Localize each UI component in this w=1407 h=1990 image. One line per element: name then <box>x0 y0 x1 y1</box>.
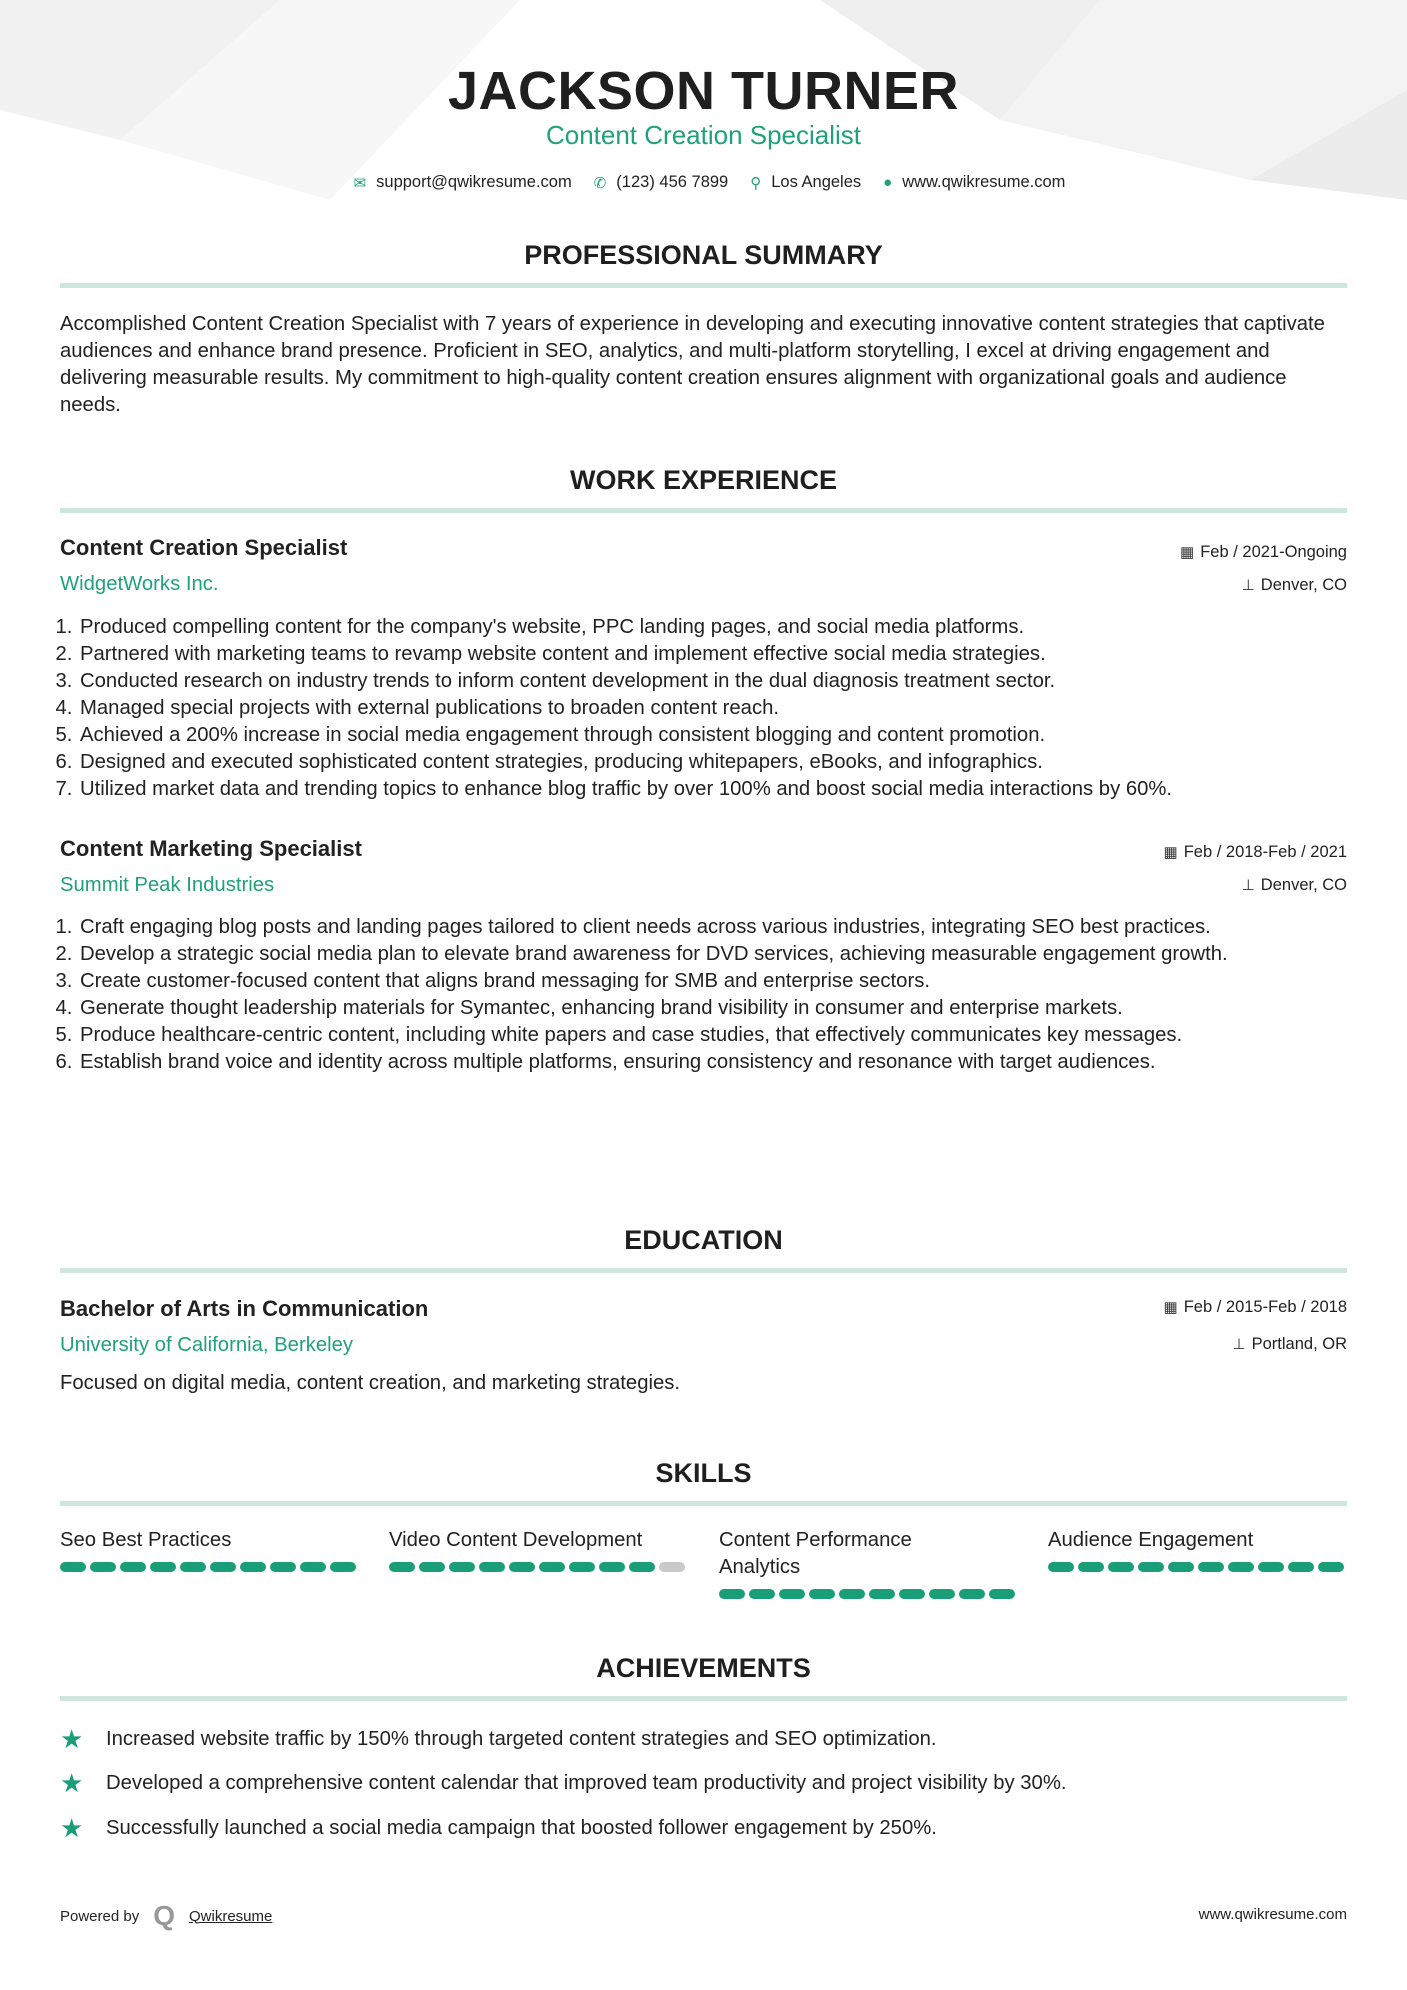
education-location-text: Portland, OR <box>1251 1335 1347 1353</box>
job-location-text: Denver, CO <box>1260 576 1347 594</box>
section-divider <box>60 283 1347 288</box>
job-dates <box>1164 843 1347 862</box>
list-item: 1. Craft engaging blog posts and landing pages tailored to client needs across various industries, integrating SEO best practices. <box>78 914 1345 941</box>
skill-level-dot <box>1138 1562 1164 1572</box>
achievement-item <box>60 1768 1067 1799</box>
job-bullets <box>60 614 1350 803</box>
skill-level-dot <box>1168 1562 1194 1572</box>
degree-title: Bachelor of Arts in Communication <box>60 1296 429 1321</box>
section-heading-skills: SKILLS <box>655 1458 752 1488</box>
skill-name: Content Performance Analytics <box>719 1529 912 1578</box>
section-divider <box>60 1268 1347 1273</box>
skill-level-dot <box>150 1562 176 1572</box>
candidate-name: JACKSON TURNER <box>447 61 960 121</box>
list-item: 7. Utilized market data and trending topics to enhance blog traffic by over 100% and boost social media interactions by 60%. <box>78 776 1350 803</box>
skill-name: Audience Engagement <box>1048 1529 1254 1551</box>
list-item: 6. Designed and executed sophisticated content strategies, producing whitepapers, eBooks, and infographics. <box>78 749 1350 776</box>
education-description: Focused on digital media, content creation, and marketing strategies. <box>60 1372 681 1394</box>
education-location <box>1233 1335 1347 1354</box>
skill-level-dot <box>419 1562 445 1572</box>
list-item: 2. Partnered with marketing teams to revamp website content and implement effective social media strategies. <box>78 641 1350 668</box>
skill-level-dot <box>330 1562 356 1572</box>
job-location <box>1242 876 1347 895</box>
skill-item <box>60 1527 360 1572</box>
list-item: 4. Managed special projects with external publications to broaden content reach. <box>78 695 1350 722</box>
brand-link[interactable]: Qwikresume <box>189 1907 273 1925</box>
section-divider <box>60 1501 1347 1506</box>
skill-level-dot <box>869 1589 895 1599</box>
achievement-text: Successfully launched a social media campaign that boosted follower engagement by 250%. <box>106 1817 937 1839</box>
footer-website[interactable]: www.qwikresume.com <box>1198 1906 1347 1923</box>
job-company: WidgetWorks Inc. <box>60 573 219 595</box>
skill-level-dot <box>719 1589 745 1599</box>
achievement-text: Increased website traffic by 150% through targeted content strategies and SEO optimization. <box>106 1728 937 1750</box>
job-bullets <box>60 914 1345 1076</box>
list-item: 5. Achieved a 200% increase in social media engagement through consistent blogging and content promotion. <box>78 722 1350 749</box>
section-heading-education: EDUCATION <box>624 1225 783 1255</box>
calendar-icon: ▦ <box>1163 1299 1178 1316</box>
section-divider <box>60 1696 1347 1701</box>
skill-level-bar <box>60 1562 360 1572</box>
skill-level-dot <box>1108 1562 1134 1572</box>
skill-level-dot <box>1258 1562 1284 1572</box>
skill-level-dot <box>479 1562 505 1572</box>
calendar-icon: ▦ <box>1163 844 1178 861</box>
skill-level-dot <box>90 1562 116 1572</box>
skill-level-dot <box>389 1562 415 1572</box>
list-item: 5. Produce healthcare-centric content, including white papers and case studies, that effectively communicates key messages. <box>78 1022 1345 1049</box>
pushpin-icon: ⊥ <box>1241 877 1255 894</box>
list-item: 6. Establish brand voice and identity across multiple platforms, ensuring consistency and resonance with target audiences. <box>78 1049 1345 1076</box>
list-item: 1. Produced compelling content for the company's website, PPC landing pages, and social media platforms. <box>78 614 1350 641</box>
skill-level-dot <box>1318 1562 1344 1572</box>
section-heading-achievements: ACHIEVEMENTS <box>596 1653 811 1683</box>
skill-level-bar <box>1048 1562 1348 1572</box>
school-name: University of California, Berkeley <box>60 1334 354 1356</box>
footer-powered <box>60 1900 272 1932</box>
education-dates <box>1164 1298 1347 1317</box>
star-badge-icon: ★ <box>60 1768 84 1798</box>
skill-level-dot <box>989 1589 1015 1599</box>
section-heading-experience: WORK EXPERIENCE <box>569 465 838 495</box>
skill-item <box>719 1527 1019 1599</box>
achievement-item <box>60 1813 937 1844</box>
contact-website[interactable]: www.qwikresume.com <box>902 173 1066 191</box>
skill-level-dot <box>60 1562 86 1572</box>
contact-bar <box>0 173 1407 192</box>
skill-level-dot <box>180 1562 206 1572</box>
contact-email[interactable]: support@qwikresume.com <box>376 173 572 191</box>
skill-level-dot <box>1198 1562 1224 1572</box>
skill-level-dot <box>899 1589 925 1599</box>
calendar-icon: ▦ <box>1180 544 1195 561</box>
skill-item <box>1048 1527 1348 1572</box>
skill-level-dot <box>120 1562 146 1572</box>
star-badge-icon: ★ <box>60 1724 84 1754</box>
skill-level-dot <box>1078 1562 1104 1572</box>
skill-level-dot <box>569 1562 595 1572</box>
skill-level-dot <box>659 1562 685 1572</box>
skill-level-dot <box>779 1589 805 1599</box>
skill-level-dot <box>839 1589 865 1599</box>
summary-text: Accomplished Content Creation Specialist with 7 years of experience in developing and executing innovative content strategies that captivate audiences and enhance brand presence. Proficient in SEO, analytics, and multi-platform storytelling, I excel at driving engagement and delivering measurable results. My commitment to high-quality content creation ensures alignment with organizational goals and audience needs. <box>60 313 1325 416</box>
job-location-text: Denver, CO <box>1260 876 1347 894</box>
skill-level-dot <box>240 1562 266 1572</box>
skill-level-dot <box>929 1589 955 1599</box>
skill-level-dot <box>1288 1562 1314 1572</box>
qwikresume-logo-icon: Q <box>153 1900 175 1931</box>
candidate-title: Content Creation Specialist <box>545 120 862 150</box>
pushpin-icon: ⊥ <box>1241 577 1255 594</box>
skill-level-dot <box>509 1562 535 1572</box>
job-title: Content Marketing Specialist <box>60 836 362 861</box>
skill-level-dot <box>809 1589 835 1599</box>
job-dates-text: Feb / 2018-Feb / 2021 <box>1183 843 1347 861</box>
job-company: Summit Peak Industries <box>60 874 275 896</box>
job-title: Content Creation Specialist <box>60 535 348 560</box>
skill-level-bar <box>389 1562 689 1572</box>
pushpin-icon: ⊥ <box>1232 1336 1246 1353</box>
skill-level-bar <box>719 1589 1019 1599</box>
job-dates <box>1180 543 1347 562</box>
skill-level-dot <box>210 1562 236 1572</box>
skill-level-dot <box>449 1562 475 1572</box>
list-item: 2. Develop a strategic social media plan to elevate brand awareness for DVD services, achieving measurable engagement growth. <box>78 941 1345 968</box>
skill-level-dot <box>749 1589 775 1599</box>
skill-name: Seo Best Practices <box>60 1529 232 1551</box>
education-dates-text: Feb / 2015-Feb / 2018 <box>1183 1298 1347 1316</box>
skill-level-dot <box>1228 1562 1254 1572</box>
skill-name: Video Content Development <box>389 1529 643 1551</box>
achievement-text: Developed a comprehensive content calendar that improved team productivity and project visibility by 30%. <box>106 1772 1067 1794</box>
list-item: 3. Create customer-focused content that aligns brand messaging for SMB and enterprise sectors. <box>78 968 1345 995</box>
map-pin-icon: ⚲ <box>750 174 762 192</box>
skill-level-dot <box>270 1562 296 1572</box>
skill-level-dot <box>599 1562 625 1572</box>
section-heading-summary: PROFESSIONAL SUMMARY <box>524 240 883 270</box>
contact-location: Los Angeles <box>771 173 862 191</box>
section-divider <box>60 508 1347 513</box>
achievement-item <box>60 1724 937 1755</box>
envelope-icon: ✉ <box>353 174 367 192</box>
skill-level-dot <box>1048 1562 1074 1572</box>
skill-level-dot <box>539 1562 565 1572</box>
globe-icon: ● <box>883 174 893 191</box>
star-badge-icon: ★ <box>60 1813 84 1843</box>
skill-item <box>389 1527 689 1572</box>
job-dates-text: Feb / 2021-Ongoing <box>1200 543 1347 561</box>
skill-level-dot <box>629 1562 655 1572</box>
powered-by-label: Powered by <box>60 1907 140 1925</box>
skill-level-dot <box>959 1589 985 1599</box>
contact-phone: (123) 456 7899 <box>616 173 729 191</box>
skill-level-dot <box>300 1562 326 1572</box>
phone-icon: ✆ <box>593 174 607 192</box>
list-item: 4. Generate thought leadership materials for Symantec, enhancing brand visibility in consumer and enterprise markets. <box>78 995 1345 1022</box>
list-item: 3. Conducted research on industry trends to inform content development in the dual diagnosis treatment sector. <box>78 668 1350 695</box>
job-location <box>1242 576 1347 595</box>
